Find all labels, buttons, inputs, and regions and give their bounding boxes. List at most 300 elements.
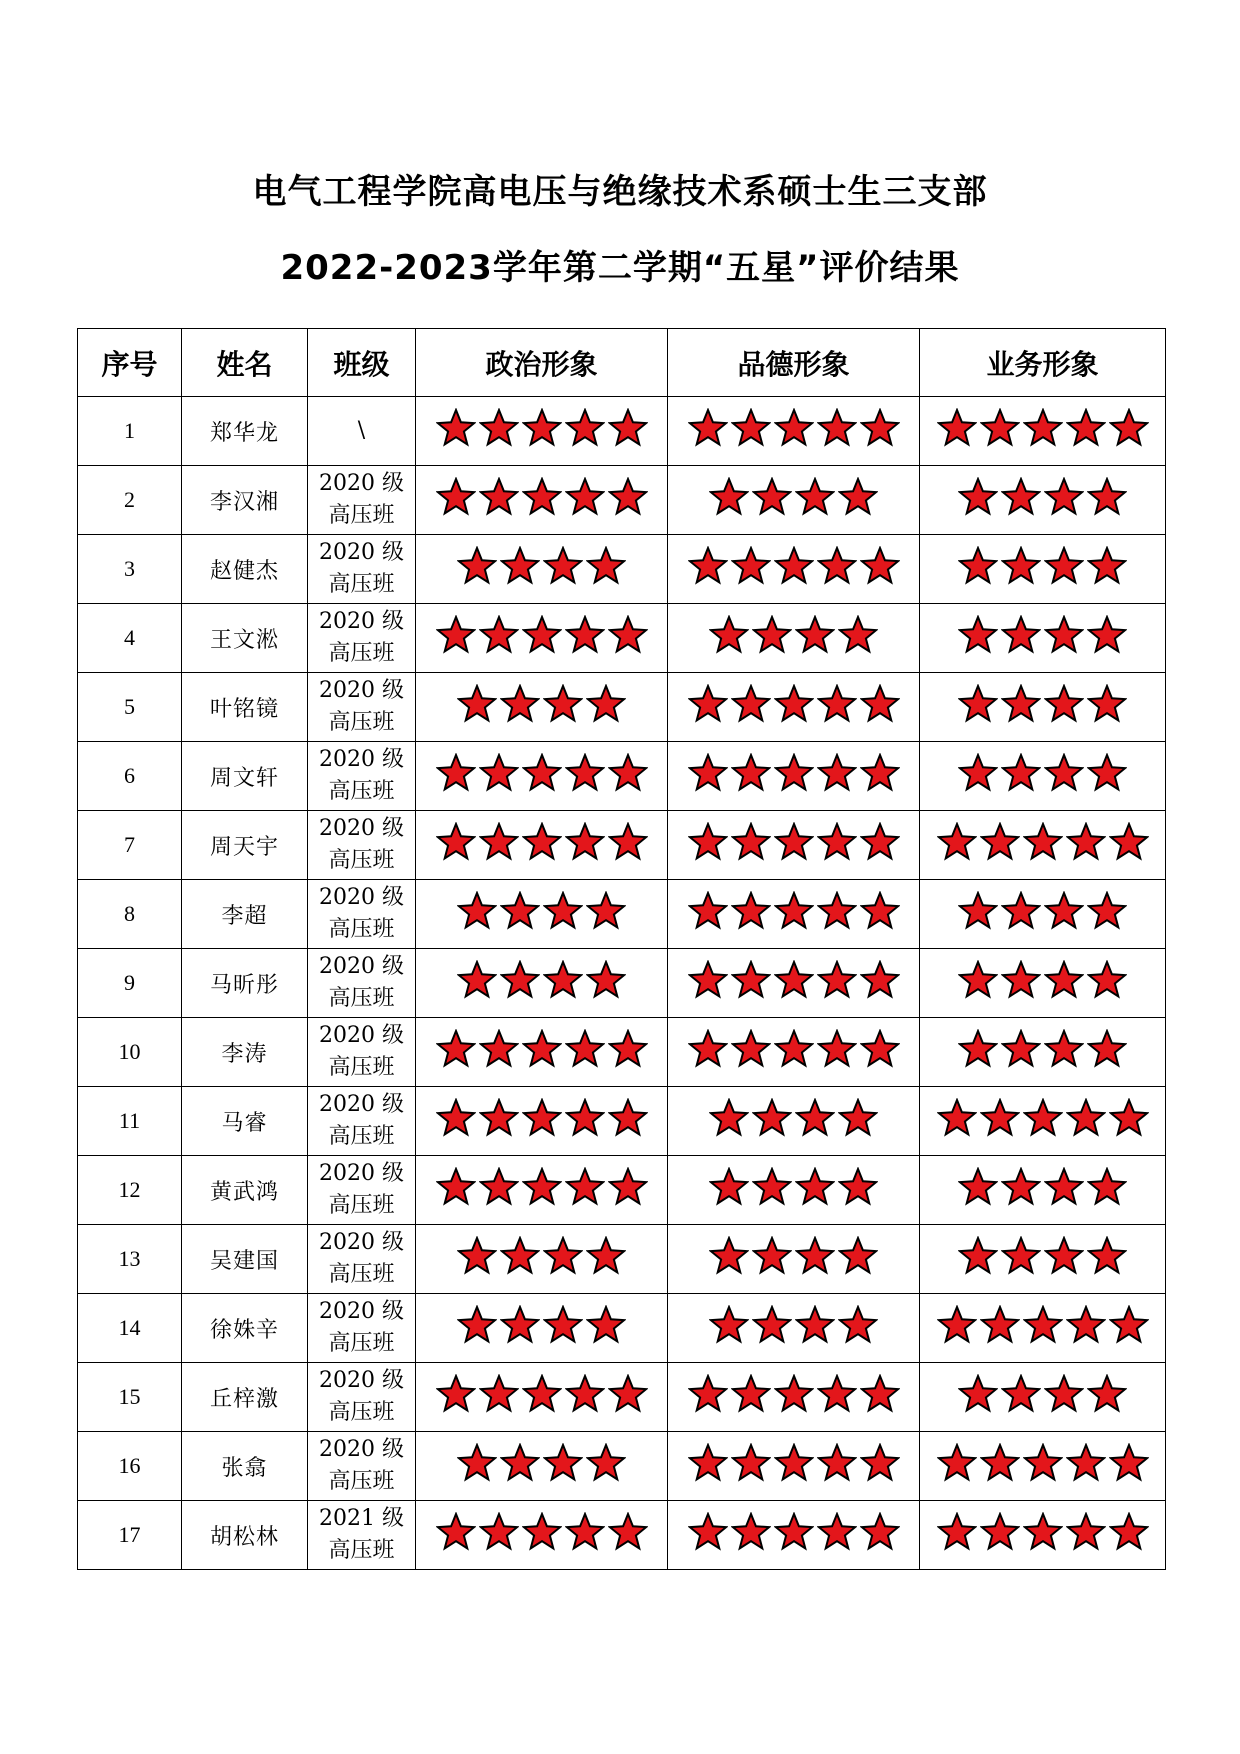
row-political-rating	[416, 1501, 668, 1570]
star-icon	[1109, 1305, 1149, 1345]
star-icon	[731, 1443, 771, 1483]
row-class-year: 2020 级	[319, 1368, 404, 1393]
professional-stars	[937, 1098, 1149, 1138]
star-icon	[436, 822, 476, 862]
star-icon	[522, 1098, 562, 1138]
star-icon	[543, 1305, 583, 1345]
political-stars	[436, 408, 648, 448]
row-seq: 4	[78, 604, 182, 673]
star-icon	[774, 822, 814, 862]
star-icon	[817, 960, 857, 1000]
star-icon	[860, 822, 900, 862]
professional-stars	[937, 1305, 1149, 1345]
star-icon	[1087, 1029, 1127, 1069]
star-icon	[795, 477, 835, 517]
star-icon	[958, 1236, 998, 1276]
table-row	[78, 811, 1166, 880]
star-icon	[731, 1512, 771, 1552]
row-name: 李超	[182, 880, 308, 949]
row-class	[308, 1432, 416, 1501]
star-icon	[436, 477, 476, 517]
row-name: 张翕	[182, 1432, 308, 1501]
star-icon	[543, 891, 583, 931]
star-icon	[1087, 684, 1127, 724]
star-icon	[709, 477, 749, 517]
row-class-year: 2020 级	[319, 816, 404, 841]
table-row	[78, 604, 1166, 673]
star-icon	[479, 615, 519, 655]
table-row	[78, 1225, 1166, 1294]
header-name: 姓名	[182, 329, 308, 397]
row-name: 郑华龙	[182, 397, 308, 466]
row-class-group: 高压班	[328, 779, 395, 804]
row-seq: 6	[78, 742, 182, 811]
star-icon	[958, 891, 998, 931]
professional-stars	[937, 1443, 1149, 1483]
document-title	[0, 172, 1240, 324]
political-stars	[436, 1374, 648, 1414]
star-icon	[795, 1236, 835, 1276]
star-icon	[586, 1236, 626, 1276]
row-political-rating	[416, 466, 668, 535]
row-professional-rating	[920, 880, 1166, 949]
star-icon	[688, 1374, 728, 1414]
star-icon	[522, 753, 562, 793]
row-political-rating	[416, 397, 668, 466]
political-stars	[457, 891, 626, 931]
star-icon	[688, 960, 728, 1000]
row-professional-rating	[920, 1294, 1166, 1363]
star-icon	[752, 615, 792, 655]
star-icon	[1001, 477, 1041, 517]
star-icon	[543, 546, 583, 586]
star-icon	[752, 477, 792, 517]
professional-stars	[958, 546, 1127, 586]
row-political-rating	[416, 811, 668, 880]
moral-stars	[688, 1443, 900, 1483]
star-icon	[817, 408, 857, 448]
title-line-2: 2022-2023学年第二学期“五星”评价结果	[280, 248, 960, 288]
star-icon	[1087, 891, 1127, 931]
star-icon	[1066, 1443, 1106, 1483]
row-class-year: 2020 级	[319, 471, 404, 496]
row-class-year: 2020 级	[319, 1437, 404, 1462]
star-icon	[586, 960, 626, 1000]
political-stars	[457, 1305, 626, 1345]
row-moral-rating	[668, 1018, 920, 1087]
moral-stars	[709, 1098, 878, 1138]
row-political-rating	[416, 673, 668, 742]
row-name: 周天宇	[182, 811, 308, 880]
row-class	[308, 397, 416, 466]
star-icon	[1044, 753, 1084, 793]
row-class	[308, 1501, 416, 1570]
row-professional-rating	[920, 1018, 1166, 1087]
row-professional-rating	[920, 604, 1166, 673]
star-icon	[500, 1305, 540, 1345]
star-icon	[980, 1512, 1020, 1552]
star-icon	[860, 1443, 900, 1483]
star-icon	[980, 1443, 1020, 1483]
star-icon	[608, 1098, 648, 1138]
moral-stars	[688, 1512, 900, 1552]
star-icon	[586, 684, 626, 724]
star-icon	[795, 1098, 835, 1138]
star-icon	[709, 615, 749, 655]
row-name: 李汉湘	[182, 466, 308, 535]
row-professional-rating	[920, 1087, 1166, 1156]
row-class	[308, 949, 416, 1018]
star-icon	[608, 477, 648, 517]
row-seq: 8	[78, 880, 182, 949]
star-icon	[1001, 1167, 1041, 1207]
header-seq: 序号	[78, 329, 182, 397]
star-icon	[937, 1305, 977, 1345]
table-row	[78, 1363, 1166, 1432]
row-class-year: 2020 级	[319, 1299, 404, 1324]
star-icon	[1087, 546, 1127, 586]
star-icon	[1044, 891, 1084, 931]
star-icon	[817, 891, 857, 931]
moral-stars	[688, 960, 900, 1000]
star-icon	[860, 1512, 900, 1552]
star-icon	[709, 1236, 749, 1276]
political-stars	[457, 960, 626, 1000]
star-icon	[731, 822, 771, 862]
political-stars	[436, 753, 648, 793]
star-icon	[1023, 1512, 1063, 1552]
star-icon	[500, 546, 540, 586]
star-icon	[860, 960, 900, 1000]
star-icon	[500, 1443, 540, 1483]
row-name: 周文轩	[182, 742, 308, 811]
star-icon	[1087, 1236, 1127, 1276]
star-icon	[688, 753, 728, 793]
row-political-rating	[416, 949, 668, 1018]
star-icon	[1087, 1374, 1127, 1414]
row-moral-rating	[668, 811, 920, 880]
star-icon	[731, 1374, 771, 1414]
star-icon	[1001, 960, 1041, 1000]
star-icon	[586, 546, 626, 586]
table-row	[78, 1432, 1166, 1501]
star-icon	[543, 1236, 583, 1276]
row-class-year: 2020 级	[319, 1023, 404, 1048]
row-class-group: 高压班	[328, 1055, 395, 1080]
row-class-year: 2020 级	[319, 885, 404, 910]
star-icon	[838, 477, 878, 517]
star-icon	[817, 546, 857, 586]
row-seq: 1	[78, 397, 182, 466]
row-class	[308, 1225, 416, 1294]
star-icon	[688, 822, 728, 862]
row-moral-rating	[668, 1294, 920, 1363]
row-class-group: 高压班	[328, 1331, 395, 1356]
star-icon	[1109, 822, 1149, 862]
star-icon	[457, 960, 497, 1000]
row-seq: 14	[78, 1294, 182, 1363]
row-political-rating	[416, 604, 668, 673]
star-icon	[774, 1374, 814, 1414]
star-icon	[565, 1167, 605, 1207]
row-class	[308, 1156, 416, 1225]
row-class	[308, 880, 416, 949]
moral-stars	[688, 546, 900, 586]
row-class-group: 高压班	[328, 1124, 395, 1149]
row-moral-rating	[668, 673, 920, 742]
star-icon	[608, 1374, 648, 1414]
row-class	[308, 466, 416, 535]
star-icon	[795, 1305, 835, 1345]
star-icon	[688, 1512, 728, 1552]
row-moral-rating	[668, 1501, 920, 1570]
star-icon	[1044, 960, 1084, 1000]
row-seq: 12	[78, 1156, 182, 1225]
row-class-year: 2020 级	[319, 609, 404, 634]
row-class-year: 2020 级	[319, 1230, 404, 1255]
star-icon	[774, 684, 814, 724]
star-icon	[731, 684, 771, 724]
star-icon	[838, 1167, 878, 1207]
star-icon	[457, 546, 497, 586]
star-icon	[817, 822, 857, 862]
star-icon	[688, 546, 728, 586]
moral-stars	[709, 615, 878, 655]
row-class-group: 高压班	[328, 641, 395, 666]
professional-stars	[958, 960, 1127, 1000]
row-professional-rating	[920, 949, 1166, 1018]
star-icon	[709, 1305, 749, 1345]
star-icon	[1044, 477, 1084, 517]
row-class-group: 高压班	[328, 1193, 395, 1218]
star-icon	[774, 891, 814, 931]
star-icon	[436, 1029, 476, 1069]
row-political-rating	[416, 1363, 668, 1432]
political-stars	[436, 1512, 648, 1552]
star-icon	[731, 408, 771, 448]
star-icon	[457, 1305, 497, 1345]
star-icon	[1066, 408, 1106, 448]
row-moral-rating	[668, 742, 920, 811]
professional-stars	[958, 477, 1127, 517]
row-class-group: 高压班	[328, 1538, 395, 1563]
row-professional-rating	[920, 1363, 1166, 1432]
star-icon	[565, 753, 605, 793]
row-class	[308, 1363, 416, 1432]
star-icon	[860, 546, 900, 586]
star-icon	[980, 1098, 1020, 1138]
star-icon	[1109, 1512, 1149, 1552]
row-seq: 2	[78, 466, 182, 535]
star-icon	[958, 615, 998, 655]
star-icon	[731, 960, 771, 1000]
star-icon	[795, 1167, 835, 1207]
political-stars	[457, 1236, 626, 1276]
star-icon	[937, 1443, 977, 1483]
star-icon	[479, 408, 519, 448]
row-class-group: 高压班	[328, 1262, 395, 1287]
row-professional-rating	[920, 1225, 1166, 1294]
star-icon	[479, 477, 519, 517]
row-seq: 10	[78, 1018, 182, 1087]
table-row	[78, 949, 1166, 1018]
row-class	[308, 742, 416, 811]
star-icon	[586, 1305, 626, 1345]
star-icon	[436, 615, 476, 655]
star-icon	[522, 822, 562, 862]
star-icon	[436, 1512, 476, 1552]
star-icon	[958, 1167, 998, 1207]
star-icon	[565, 615, 605, 655]
star-icon	[500, 960, 540, 1000]
moral-stars	[688, 753, 900, 793]
professional-stars	[958, 615, 1127, 655]
star-icon	[1109, 408, 1149, 448]
row-class	[308, 1087, 416, 1156]
table-row	[78, 466, 1166, 535]
star-icon	[1066, 1305, 1106, 1345]
row-class-group: 高压班	[328, 986, 395, 1011]
row-political-rating	[416, 1156, 668, 1225]
star-icon	[774, 753, 814, 793]
row-name: 徐姝辛	[182, 1294, 308, 1363]
star-icon	[958, 753, 998, 793]
star-icon	[608, 1512, 648, 1552]
star-icon	[522, 1167, 562, 1207]
star-icon	[479, 1098, 519, 1138]
star-icon	[980, 822, 1020, 862]
star-icon	[860, 1374, 900, 1414]
row-professional-rating	[920, 673, 1166, 742]
table-row	[78, 1501, 1166, 1570]
evaluation-table	[77, 328, 1166, 1570]
star-icon	[937, 1098, 977, 1138]
star-icon	[543, 684, 583, 724]
professional-stars	[937, 1512, 1149, 1552]
star-icon	[608, 822, 648, 862]
row-seq: 3	[78, 535, 182, 604]
row-class-year: 2020 级	[319, 954, 404, 979]
row-moral-rating	[668, 1156, 920, 1225]
row-name: 黄武鸿	[182, 1156, 308, 1225]
star-icon	[565, 477, 605, 517]
star-icon	[608, 1029, 648, 1069]
star-icon	[565, 1098, 605, 1138]
professional-stars	[958, 1167, 1127, 1207]
row-name: 胡松林	[182, 1501, 308, 1570]
star-icon	[774, 408, 814, 448]
political-stars	[436, 615, 648, 655]
row-name: 吴建国	[182, 1225, 308, 1294]
star-icon	[436, 1098, 476, 1138]
star-icon	[1001, 684, 1041, 724]
row-name: 丘梓激	[182, 1363, 308, 1432]
row-class-year: \	[357, 418, 366, 443]
star-icon	[937, 1512, 977, 1552]
political-stars	[457, 1443, 626, 1483]
row-class	[308, 604, 416, 673]
row-seq: 13	[78, 1225, 182, 1294]
star-icon	[958, 684, 998, 724]
row-class-year: 2020 级	[319, 1092, 404, 1117]
row-class-group: 高压班	[328, 1469, 395, 1494]
star-icon	[709, 1098, 749, 1138]
row-political-rating	[416, 1087, 668, 1156]
header-moral: 品德形象	[668, 329, 920, 397]
star-icon	[436, 1167, 476, 1207]
star-icon	[958, 1029, 998, 1069]
star-icon	[1066, 1512, 1106, 1552]
row-seq: 5	[78, 673, 182, 742]
row-class-group: 高压班	[328, 1400, 395, 1425]
star-icon	[436, 753, 476, 793]
star-icon	[752, 1098, 792, 1138]
table-row	[78, 880, 1166, 949]
star-icon	[774, 1443, 814, 1483]
row-professional-rating	[920, 1156, 1166, 1225]
row-class-year: 2021 级	[319, 1506, 404, 1531]
political-stars	[457, 684, 626, 724]
star-icon	[1023, 1098, 1063, 1138]
table-row	[78, 1018, 1166, 1087]
political-stars	[436, 1029, 648, 1069]
star-icon	[731, 891, 771, 931]
row-political-rating	[416, 1018, 668, 1087]
table-row	[78, 1294, 1166, 1363]
star-icon	[1044, 684, 1084, 724]
star-icon	[688, 891, 728, 931]
row-name: 马睿	[182, 1087, 308, 1156]
star-icon	[479, 1512, 519, 1552]
table-row	[78, 673, 1166, 742]
star-icon	[1044, 1029, 1084, 1069]
star-icon	[838, 1305, 878, 1345]
row-seq: 11	[78, 1087, 182, 1156]
star-icon	[1044, 1236, 1084, 1276]
header-professional: 业务形象	[920, 329, 1166, 397]
star-icon	[1023, 1305, 1063, 1345]
row-name: 马昕彤	[182, 949, 308, 1018]
header-row	[78, 329, 1166, 397]
star-icon	[436, 1374, 476, 1414]
star-icon	[543, 960, 583, 1000]
star-icon	[752, 1236, 792, 1276]
political-stars	[436, 1098, 648, 1138]
star-icon	[958, 1374, 998, 1414]
table-row	[78, 742, 1166, 811]
professional-stars	[937, 408, 1149, 448]
row-professional-rating	[920, 742, 1166, 811]
star-icon	[608, 753, 648, 793]
professional-stars	[937, 822, 1149, 862]
star-icon	[457, 1236, 497, 1276]
star-icon	[1023, 1443, 1063, 1483]
star-icon	[980, 1305, 1020, 1345]
star-icon	[565, 1029, 605, 1069]
row-class	[308, 535, 416, 604]
star-icon	[1087, 960, 1127, 1000]
star-icon	[731, 1029, 771, 1069]
row-moral-rating	[668, 880, 920, 949]
row-class-group: 高压班	[328, 710, 395, 735]
star-icon	[838, 1236, 878, 1276]
star-icon	[774, 1029, 814, 1069]
star-icon	[457, 1443, 497, 1483]
star-icon	[1023, 408, 1063, 448]
row-name: 赵健杰	[182, 535, 308, 604]
moral-stars	[688, 1374, 900, 1414]
star-icon	[565, 822, 605, 862]
